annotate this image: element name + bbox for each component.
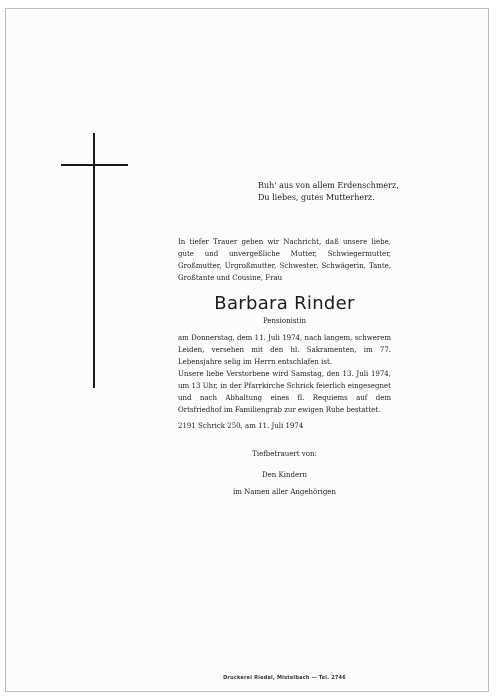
obituary-card (5, 8, 489, 692)
funeral-paragraph: Unsere liebe Verstorbene wird Samstag, den 13. Juli 1974, um 13 Uhr, in der Pfarrkirche Schrick feierlich eingesegnet und nach Abhaltung eines fl. Requiems auf dem Ortsfriedhof im Familiengrab zur ewigen Ruhe bestattet. (178, 370, 391, 414)
occupation: Pensionistin (263, 317, 306, 325)
cross-horizontal-bar (61, 164, 128, 166)
mourners-relatives: im Namen aller Angehörigen (233, 488, 336, 496)
intro-paragraph: In tiefer Trauer geben wir Nachricht, daß unsere liebe, gute und unvergeßliche Mutter, Schwiegermutter, Großmutter, Urgroßmutter, Schwester, Schwägerin, Tante, Großtante und Cousine, Frau (178, 238, 391, 282)
verse (258, 180, 399, 204)
mourners-children: Den Kindern (262, 471, 307, 479)
verse-line-1: Ruh' aus von allem Erdenschmerz, (258, 181, 399, 190)
death-paragraph: am Donnerstag, dem 11. Juli 1974, nach langem, schwerem Leiden, versehen mit den hl. Sakramenten, im 77. Lebensjahre selig im Herrn entschlafen ist. (178, 334, 391, 366)
mourners-heading: Tiefbetrauert von: (252, 450, 317, 458)
verse-line-2: Du liebes, gutes Mutterherz. (258, 193, 375, 202)
deceased-name: Barbara Rinder (214, 293, 355, 314)
printer-credit: Druckerei Riedel, Mistelbach — Tel. 2746 (223, 675, 346, 681)
place-date: 2191 Schrick 250, am 11. Juli 1974 (178, 422, 304, 430)
cross-vertical-bar (93, 133, 95, 388)
